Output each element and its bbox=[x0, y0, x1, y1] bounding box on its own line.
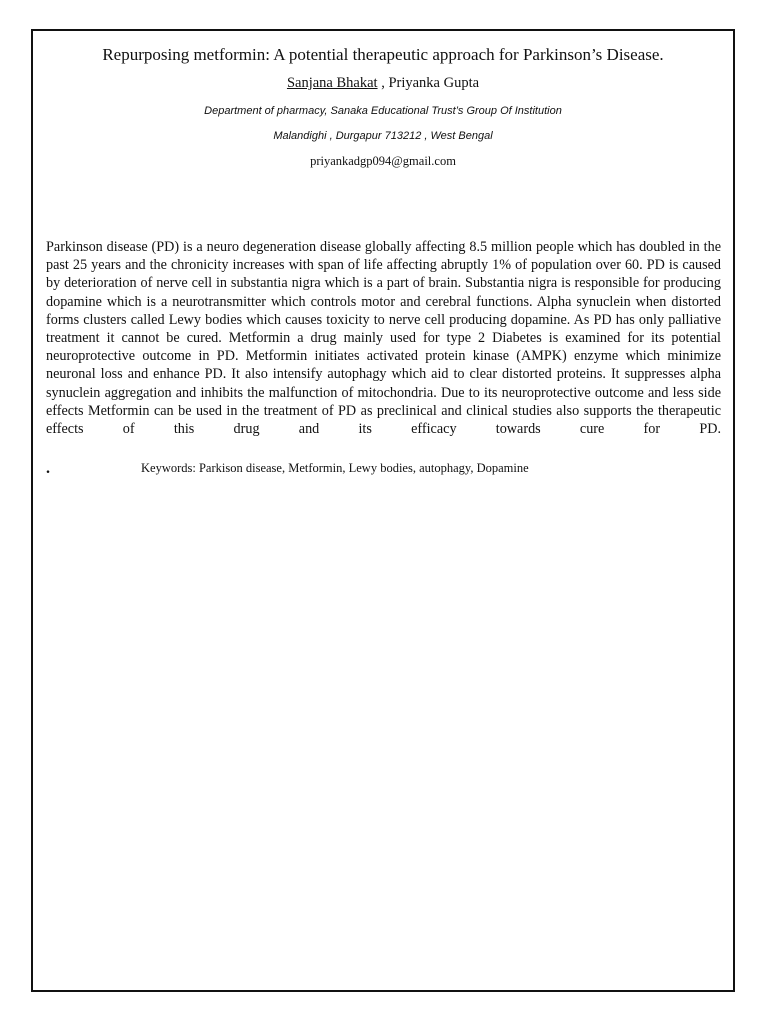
keywords-line bbox=[46, 460, 721, 480]
affiliation-department: Department of pharmacy, Sanaka Educational Trust’s Group Of Institution bbox=[204, 105, 562, 117]
co-authors: , Priyanka Gupta bbox=[377, 75, 480, 91]
keywords: Keywords: Parkison disease, Metformin, Lewy bodies, autophagy, Dopamine bbox=[141, 461, 529, 475]
first-author: Sanjana Bhakat bbox=[286, 75, 378, 91]
paper-title: Repurposing metformin: A potential therapeutic approach for Parkinson’s Disease. bbox=[102, 45, 664, 64]
page-frame bbox=[31, 29, 735, 992]
trailing-dot: . bbox=[46, 460, 50, 477]
author-email: priyankadgp094@gmail.com bbox=[310, 154, 456, 168]
abstract-text: Parkinson disease (PD) is a neuro degeneration disease globally affecting 8.5 million people which has doubled in the past 25 years and the chronicity increases with span of life affecting abruptly 1% of population over 60. PD is caused by deterioration of nerve cell in substantia nigra which is a part of brain. Substantia nigra is responsible for producing dopamine which is a neurotransmitter which controls motor and cerebral functions. Alpha synuclein when distorted forms clusters called Lewy bodies which causes toxicity to nerve cell producing dopamine. As PD has only palliative treatment it cannot be cured. Metformin a drug mainly used for type 2 Diabetes is examined for its potential neuroprotective outcome in PD. Metformin initiates activated protein kinase (AMPK) enzyme which minimize neuronal loss and enhance PD. It also intensify autophagy which aid to clear distorted proteins. It suppresses alpha synuclein aggregation and inhibits the malfunction of mitochondria. Due to its neuroprotective outcome and less side effects Metformin can be used in the treatment of PD as preclinical and clinical studies also supports the therapeutic effects of this drug and its efficacy towards cure for PD. bbox=[46, 239, 721, 438]
affiliation-address: Malandighi , Durgapur 713212 , West Bengal bbox=[273, 130, 493, 142]
author-line bbox=[33, 75, 733, 92]
